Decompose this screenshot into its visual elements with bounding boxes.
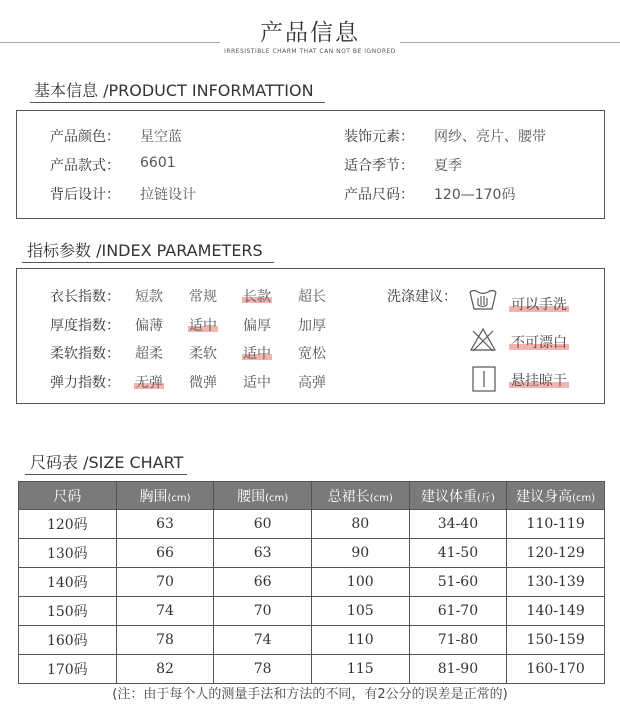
size-column-header: [311, 482, 409, 510]
decoration-value: 网纱、亮片、腰带: [434, 129, 546, 145]
size-range-label: 产品尺码：: [344, 187, 414, 203]
table-cell: 70: [214, 597, 312, 626]
index-option: 超长: [298, 289, 326, 305]
index-option-selected: 无弹: [135, 372, 163, 392]
table-row: [19, 510, 605, 539]
index-params-heading: 指标参数 /INDEX PARAMETERS: [27, 241, 263, 260]
table-cell: 66: [214, 568, 312, 597]
table-cell: 110-119: [507, 510, 605, 539]
style-label: 产品款式：: [50, 158, 120, 174]
table-cell: 78: [214, 655, 312, 684]
size-chart-body: [19, 510, 605, 684]
index-option-selected: 适中: [189, 315, 217, 335]
table-cell: 140码: [19, 568, 117, 597]
table-cell: 63: [116, 510, 214, 539]
table-cell: 120码: [19, 510, 117, 539]
column-name: 腰围: [237, 488, 266, 505]
table-cell: 160-170: [507, 655, 605, 684]
index-option: 高弹: [298, 374, 326, 391]
basic-info-underline: [30, 102, 325, 103]
no-bleach-icon: [469, 327, 497, 353]
table-cell: 140-149: [507, 597, 605, 626]
size-column-header: [507, 482, 605, 510]
table-cell: 130码: [19, 539, 117, 568]
table-cell: 100: [311, 568, 409, 597]
back-design-label: 背后设计：: [50, 187, 120, 203]
care-hang-dry-text: 悬挂晾干: [511, 370, 567, 390]
size-column-header: [19, 482, 117, 510]
basic-info-heading: 基本信息 /PRODUCT INFORMATTION: [34, 81, 314, 100]
index-option: 短款: [135, 289, 163, 305]
table-row: [19, 568, 605, 597]
index-params-underline: [22, 262, 274, 263]
column-name: 胸围: [139, 488, 168, 505]
hand-wash-icon: [468, 287, 498, 311]
table-cell: 150-159: [507, 626, 605, 655]
season-label: 适合季节：: [344, 158, 414, 174]
table-row: [19, 597, 605, 626]
index-row-label: 衣长指数：: [50, 289, 120, 305]
decoration-label: 装饰元素：: [344, 129, 414, 145]
size-range-value: 120—170码: [434, 187, 516, 203]
index-option: 偏厚: [243, 317, 271, 334]
table-cell: 71-80: [409, 626, 507, 655]
page-title: 产品信息: [260, 20, 360, 46]
color-label: 产品颜色：: [50, 129, 120, 145]
index-option: 常规: [189, 289, 217, 305]
size-column-header: [409, 482, 507, 510]
size-chart-table: [18, 481, 605, 684]
page-subtitle: IRRESISTIBLE CHARM THAT CAN NOT BE IGNORED: [224, 48, 396, 55]
table-row: [19, 539, 605, 568]
column-name: 建议体重: [421, 488, 478, 505]
index-option: 宽松: [298, 346, 326, 362]
care-label: 洗涤建议：: [387, 289, 457, 305]
table-cell: 70: [116, 568, 214, 597]
care-hand-wash-text: 可以手洗: [511, 294, 567, 314]
column-name: 尺码: [53, 488, 82, 505]
table-cell: 51-60: [409, 568, 507, 597]
table-cell: 115: [311, 655, 409, 684]
size-chart-heading: 尺码表 /SIZE CHART: [30, 453, 184, 472]
table-cell: 170码: [19, 655, 117, 684]
style-value: 6601: [140, 155, 176, 171]
table-cell: 110: [311, 626, 409, 655]
table-cell: 120-129: [507, 539, 605, 568]
column-name: 总裙长: [327, 488, 370, 505]
table-cell: 105: [311, 597, 409, 626]
color-value: 星空蓝: [140, 129, 182, 145]
index-option: 柔软: [189, 346, 217, 362]
column-unit: (cm): [572, 492, 596, 504]
table-cell: 74: [116, 597, 214, 626]
column-unit: (cm): [167, 492, 191, 504]
table-cell: 66: [116, 539, 214, 568]
index-row-label: 厚度指数：: [50, 317, 120, 334]
column-unit: (斤): [477, 492, 495, 504]
table-cell: 82: [116, 655, 214, 684]
table-row: [19, 655, 605, 684]
index-option: 偏薄: [135, 317, 163, 334]
table-row: [19, 626, 605, 655]
table-cell: 41-50: [409, 539, 507, 568]
table-cell: 80: [311, 510, 409, 539]
column-unit: (cm): [369, 492, 393, 504]
index-row-label: 弹力指数：: [50, 374, 120, 391]
table-cell: 60: [214, 510, 312, 539]
table-cell: 90: [311, 539, 409, 568]
index-option-selected: 适中: [243, 343, 271, 363]
size-chart-underline: [25, 474, 187, 475]
hang-dry-icon: [472, 366, 496, 392]
size-column-header: [214, 482, 312, 510]
index-option: 加厚: [298, 317, 326, 334]
care-no-bleach-text: 不可漂白: [511, 332, 567, 352]
column-unit: (cm): [265, 492, 289, 504]
index-option: 超柔: [135, 346, 163, 362]
index-row-label: 柔软指数：: [50, 346, 120, 362]
table-cell: 61-70: [409, 597, 507, 626]
index-option: 适中: [243, 374, 271, 391]
size-column-header: [116, 482, 214, 510]
table-cell: 63: [214, 539, 312, 568]
title-divider-right: [400, 42, 620, 43]
table-cell: 78: [116, 626, 214, 655]
table-cell: 160码: [19, 626, 117, 655]
table-cell: 74: [214, 626, 312, 655]
size-chart-header-row: [19, 482, 605, 510]
table-cell: 130-139: [507, 568, 605, 597]
back-design-value: 拉链设计: [140, 187, 196, 203]
season-value: 夏季: [434, 158, 462, 174]
table-cell: 81-90: [409, 655, 507, 684]
index-option-selected: 长款: [243, 286, 271, 306]
size-note: (注：由于每个人的测量手法和方法的不同，有2公分的误差是正常的): [112, 687, 508, 702]
index-option: 微弹: [189, 374, 217, 391]
table-cell: 34-40: [409, 510, 507, 539]
column-name: 建议身高: [516, 488, 573, 505]
title-divider-left: [0, 42, 220, 43]
table-cell: 150码: [19, 597, 117, 626]
